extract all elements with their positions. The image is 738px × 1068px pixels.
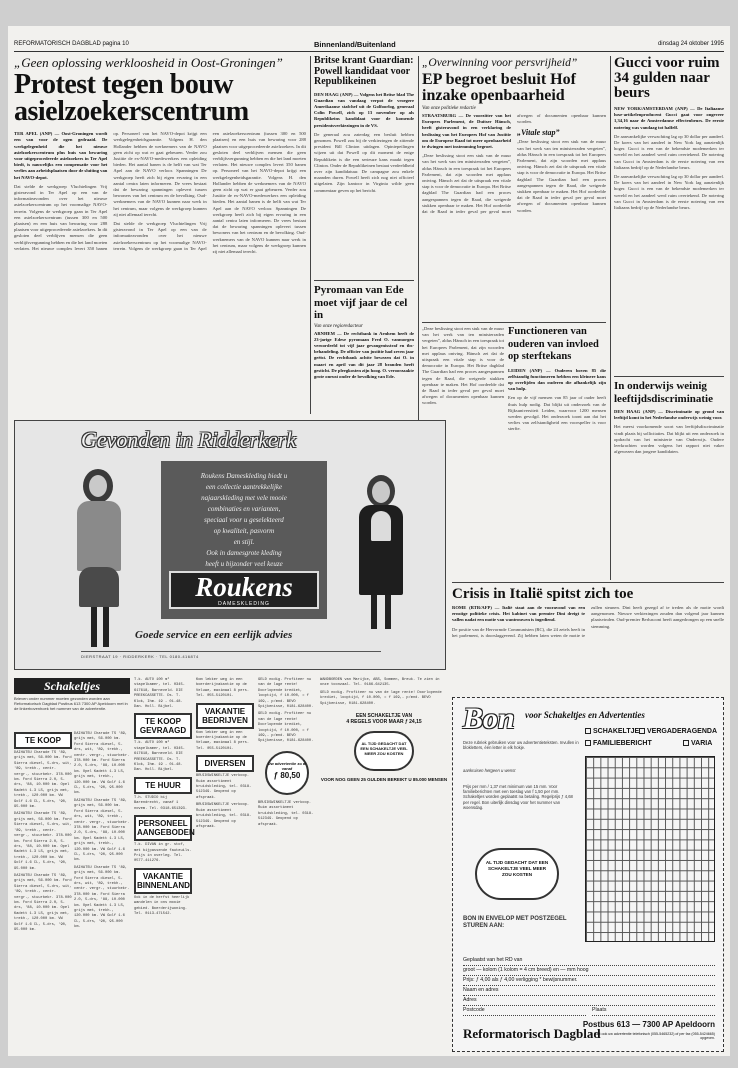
pyromaan-text: ARNHEM — De rechtbank in Arnhem heeft de 23-jarige Edese pyromaan Fred O. vanmorgen veroordeeld tot vijf jaar gevangenisstraf en tbs-behandeling. De officier van justitie had zeven jaar geëist. De rechtbank achtte bewezen dat O. in maart en april van dit jaar 28 branden heeft gesticht. De pleegkosten zijn hoog. O. veroorzaakte grote onrust onder de bevolking van Ede.	[314, 330, 414, 379]
classified-text: GELD nodig. Profiteer nu van de lage rente! Doorlopende krediet, looptijd, f 10.000, = f 169,- p/mnd. BEVO Spijkenisse, 0181-628400.	[258, 678, 314, 710]
coupon-note: aankruisen hetgeen u wenst	[463, 768, 516, 773]
checkbox-icon[interactable]	[639, 728, 645, 734]
ouderen-text: Een op de vijf mensen van 85 jaar of ouder heeft thuis hulp nodig. Dat blijkt uit onderzoek van de Rijksuniversiteit Leiden, waarvoor 1200 mensen werden gevolgd. Het onderzoek toont aan dat het verlies van zelfstandigheid een voorspeller is voor sterfte.	[508, 395, 606, 432]
coupon-instructions: Deze rubriek gebruiken voor uw advertentieteksten. Invullen in blokletters, één letter in elk hokje.	[463, 740, 579, 751]
coupon-text-grid[interactable]	[585, 756, 715, 942]
coupon-title: Bon	[463, 702, 515, 735]
lead-text: Dat stelde de werkgroep Vluchtelingen Vrij gisteravond in Ter Apel op een van de informatieavonden over het nieuwe asielzoekerscentrum op het voormalige NAVO-terrein. Volgens de werkgroep gaan in Ter Apel een asielzoekerscentrum (tussen 300 en 500 plaatsen) en een huis van bewaring voor 288 plaatsen voor uitgeprocedeerde asielzoekers. In dit gesloten deel verblijven mensen die geen verblijfsvergunning hebben en die het land moeten verlaten. Het nieuwe complex levert 350 banen op. Personeel van het NAVO-depot krijgt een werkgelegenheidsgarantie. Volgens H. den Hollander hebben de werknemers van de NAVO geen zicht op wat er gaat gebeuren. Verder zou Justitie de ex-NAVO-medewerkers een opleiding bieden. Het aantal banen is de helft van wat Ter Apel aan de NAVO verloor. Spanningen De werkgroep heeft zich bij eigen ervaring in een aantal centra laten informeren. De vrees bestaat dat de bewaring spanningen oplevert tussen bewoners van het centrum en de bevolking. Oud-werknemers van de NAVO kunnen naar werk in het centrum, maar volgens de werkgroep kunnen zij niet allemaal terecht.	[14, 131, 207, 251]
ad-copy-line: Ook in damesgrote kleding	[206, 549, 282, 557]
promo-line: EEN SCHAKELTJE VAN	[355, 713, 413, 720]
classified-heading: DIVERSEN	[196, 755, 254, 772]
field-name[interactable]: Naam en adres	[463, 986, 715, 996]
italie-headline: Crisis in Italië spitst zich toe	[452, 586, 634, 602]
classified-text: T.k. DIVAN in gr. stof, met bijpassende fauteuils. Prijs in overleg. Tel. 0577-411276.	[134, 843, 192, 864]
onderwijs-text: Het meest voorkomende soort van leeftijdsdiscriminatie vindt plaats bij sollicitaties. Dat blijkt uit een onderzoek in opdracht van het ministerie van Onderwijs. Oudere leerkrachten worden volgens het rapport niet vaker afgewezen dan jongere kandidaten.	[614, 424, 724, 455]
italie-body	[452, 605, 724, 691]
row-rule	[452, 582, 724, 583]
classified-text: DAIHATSU Charade TS '89, grijs met, 56.000 km. Ford Sierra diesel, 5-drs, wit, '89, trekh., centr. vergr., stuurbekr. 378.000 km. Ford Sierra 2.0, 5-drs, '88, 10.000 km. Opel Kadett 1.3 LS, grijs met, trekh., 120.000 km. VW Golf 1.6 CL, 5-drs, '90, 95.000 km.	[74, 732, 130, 796]
pyromaan-article	[314, 284, 414, 414]
classified-text: DAIHATSU Charade TS '89, grijs met, 56.000 km. Ford Sierra diesel, 5-drs, wit, '89, trekh., centr. vergr., stuurbekr. 378.000 km. Ford Sierra 2.0, 5-drs, '88, 10.000 km. Opel Kadett 1.3 LS, grijs met, trekh., 120.000 km. VW Golf 1.6 CL, 5-drs, '90, 95.000 km.	[74, 865, 130, 930]
field-placed-on[interactable]: Geplaatst van het RD van	[463, 956, 715, 966]
field-price[interactable]: Prijs: ƒ 4,00 als ƒ 4,00 verligging * bewijsnummer.	[463, 976, 715, 986]
classified-section	[14, 732, 72, 1052]
checkbox-icon[interactable]	[585, 728, 591, 734]
ad-copy-line: Roukens Dameskleding biedt u	[200, 472, 288, 480]
lead-article	[14, 56, 306, 414]
classified-text: BRUIDSWINKELTJE verkoop. Ruim assortiment bruidskleding, tel. 0318-512349. Geopend op afspraak.	[196, 774, 252, 800]
classified-heading: TE KOOP	[14, 732, 72, 749]
page-header	[14, 40, 724, 52]
ep-continued	[422, 326, 504, 416]
ad-headline: Gevonden in Ridderkerk	[81, 427, 297, 452]
ad-address: DIERSTRAAT 19 · RIDDERKERK · TEL 0180-416874	[81, 651, 381, 659]
classified-section	[134, 678, 195, 1052]
promo-stamp	[354, 731, 414, 771]
ouderen-headline: Functioneren van ouderen van invloed op sterftekans	[508, 326, 599, 362]
powell-lead: DEN HAAG (ANP) — Volgens het Britse blad The Guardian van vandaag verpot de vroegere Amerikaanse stafchef uit de Golfoorlog, generaal Colin Powell, zich op 13 november op als Republikeins kandidaat voor de komende presidentsverkiezingen in de VS.	[314, 91, 414, 128]
classified-text: T.h. STUDIO bij Barendrecht, vanaf 1 novem. Tel. 0318-651393.	[134, 795, 188, 811]
classified-section	[258, 678, 316, 1052]
classified-text: Kom lekker weg in een boerderijvakantie op de Veluwe, maximaal 8 pers. Tel. 055-5120101.	[196, 730, 250, 751]
classified-section	[320, 678, 448, 1052]
coupon-subtitle: voor Schakeltjes en Advertenties	[525, 710, 645, 720]
checkbox-label: SCHAKELTJE	[593, 728, 640, 735]
ep-article	[422, 56, 606, 318]
classified-text: GELD nodig. Profiteer nu van de lage rente! Doorlopende krediet, looptijd, f 10.000, = f 169,- p/mnd. BEVO Spijkenisse, 0181-628400.	[320, 690, 442, 706]
italie-text: De positie van de Hervormde Communisten (RC), die 24 zetels heeft in het parlement, is doorslaggevend. Zij hebben laten weten de motie te zullen steunen. Dini heeft gezegd af te treden als de motie wordt aangenomen. Nieuwe verkiezingen zouden dan volgend jaar kunnen plaatsvinden. Oud-premier Berlusconi heeft aangedrongen op een snelle stemming.	[452, 605, 724, 638]
classified-text: DAIHATSU Charade TS '89, grijs met, 56.000 km. Ford Sierra diesel, 5-drs, wit, '89, trekh., centr. vergr., stuurbekr. 378.000 km. Ford Sierra 2.0, 5-drs, '88, 10.000 km. Opel Kadett 1.3 LS, grijs met, trekh., 120.000 km. VW Golf 1.6 CL, 5-drs, '90, 95.000 km.	[14, 812, 72, 871]
classified-text: Ook in de herfst heerlijk wandelen in ons mooie gebied. Boerderijwoning. Tel. 0113-471542.	[134, 895, 190, 916]
price-stamp	[265, 751, 309, 795]
powell-article	[314, 56, 414, 276]
field-address[interactable]: Adres	[463, 996, 715, 1006]
model-left-image	[55, 461, 145, 651]
ad-copy-line: najaarskleding met vele mooie	[201, 494, 287, 502]
field-place[interactable]: Plaats	[592, 1006, 715, 1016]
ep-headline: EP begroet besluit Hof inzake openbaarheid	[422, 71, 576, 104]
checkbox-icon[interactable]	[585, 740, 591, 746]
ep-kicker: „Overwinning voor persvrijheid”	[422, 57, 578, 69]
lead-body	[14, 131, 306, 381]
onderwijs-headline: In onderwijs weinig leeftijdsdiscriminatie	[614, 380, 713, 405]
classifieds-banner: Schakeltjes	[14, 678, 130, 694]
row-rule	[314, 280, 414, 281]
ep-text-col3: „Deze beslissing stoot een stuk van de muur van het werk van ten ministerraden vergeten”, aldus Hänsch in een toespraak tot het Europees Parlement, dat zijn woorden met applaus ontving. Hänsch zei dat de uitspraak een vitale stap is voor de democratie in Europa. Het Britse dagblad The Guardian had een proces aangespannen tegen de Raad, die weigerde stukken openbaar te maken. Het Hof oordeelde dat de Raad in ieder geval per geval moet afwegen of documenten openbaar kunnen worden.	[422, 326, 504, 406]
classified-text: BRUIDSWINKELTJE verkoop. Ruim assortiment bruidskleding, tel. 0318-512349. Geopend op afspraak.	[258, 800, 314, 827]
classified-text: Kom lekker weg in een boerderijvakantie op de Veluwe, maximaal 8 pers. Tel. 055-5120101.	[196, 678, 250, 699]
checkbox-vergaderagenda[interactable]	[639, 728, 717, 735]
classified-heading: TE KOOP GEVRAAGD	[134, 713, 192, 739]
promo-stamp-text: AL TIJD GEDACHT DAT EEN SCHAKELTJE VEEL MEER ZOU KOSTEN	[360, 741, 408, 757]
ad-copy-line: op kwaliteit, pasvorm	[213, 527, 275, 535]
footer-paper-name: Reformatorisch Dagblad	[463, 1026, 601, 1041]
powell-headline: Britse krant Guardian: Powell kandidaat voor Republikeinen	[314, 56, 414, 87]
coupon-envelope-instruction: BON IN ENVELOP MET POSTZEGEL STUREN AAN:	[463, 916, 567, 929]
ad-copy	[161, 471, 327, 570]
header-section: Binnenland/Buitenland	[314, 40, 396, 49]
classified-section	[74, 732, 130, 1052]
classified-text: T.k. AUTO 100 m² stapelkamer, tel. 0345-617618, Barneveld. DIE PREEKCASSETTE. Ds. T. Klok, Ihm. 19 - 01-48. Dan. Holl. Bijbel.	[134, 678, 185, 710]
column-rule	[310, 56, 311, 414]
ep-body	[422, 113, 606, 313]
gucci-lead: NEW YORK/AMSTERDAM (ANP) — De Italiaanse luxe-artikelenproducent Gucci gaat voor ongeveer 1,34,16 naar de Amsterdamse effectenbeurs. De eerste notering was vandaag tot halfelf.	[614, 106, 724, 130]
lead-headline: Protest tegen bouw asielzoekerscentrum	[14, 69, 249, 127]
price-stamp-text: Uw advertentie zo al vanaf	[267, 760, 307, 771]
checkbox-label: FAMILIEBERICHT	[593, 740, 652, 747]
header-date: dinsdag 24 oktober 1995	[657, 41, 724, 47]
classified-text: DAIHATSU Charade TS '89, grijs met, 56.000 km. Ford Sierra diesel, 5-drs, wit, '89, trekh., centr. vergr., stuurbekr. 378.000 km. Ford Sierra 2.0, 5-drs, '88, 10.000 km. Opel Kadett 1.3 LS, grijs met, trekh., 120.000 km. VW Golf 1.6 CL, 5-drs, '90, 95.000 km.	[14, 873, 72, 932]
ad-copy-line: combinaties en varianten,	[207, 505, 281, 513]
gucci-text: De aanvankelijke verwachting lag op 30 dollar per aandeel. De koers van het aandeel in New York lag aanzienlijk hoger. Gucci is een van de bekendste modemerken ter wereld en het aandeel werd ruim overtekend. De notering van Gucci in Amsterdam is de eerste notering van een Italiaans bedrijf op de Nederlandse beurs.	[614, 133, 724, 170]
classified-text: DAIHATSU Charade TS '89, grijs met, 56.000 km. Ford Sierra diesel, 5-drs, wit, '89, trekh., centr. vergr., stuurbekr. 378.000 km. Ford Sierra 2.0, 5-drs, '88, 10.000 km. Opel Kadett 1.3 LS, grijs met, trekh., 120.000 km. VW Golf 1.6 CL, 5-drs, '90, 95.000 km.	[14, 751, 72, 810]
roukens-advertisement[interactable]	[14, 420, 446, 670]
promo-reach: VOOR NOG GEEN 25 GULDEN BEREIKT U 85.000 MENSEN	[320, 777, 448, 783]
roukens-logo	[169, 571, 319, 609]
pyromaan-byline: Van onze regioredacteur	[314, 323, 363, 329]
logo-subtitle: DAMESKLEDING	[218, 601, 270, 607]
ep-text: „Deze beslissing stoot een stuk van de muur van het werk van ten ministerraden vergeten”, aldus Hänsch in een toespraak tot het Europees Parlement, dat zijn woorden met applaus ontving. Hänsch zei dat de uitspraak een vitale stap is voor de democratie in Europa. Het Britse dagblad The Guardian had een proces aangespannen tegen de Raad, die weigerde stukken openbaar te maken. Het Hof oordeelde dat de Raad in ieder geval per geval moet afwegen of documenten openbaar kunnen worden.	[422, 113, 606, 215]
checkbox-schakeltje[interactable]	[585, 728, 639, 735]
classified-heading: PERSONEEL AANGEBODEN	[134, 815, 192, 841]
ad-slogan: Goede service en een eerlijk advies	[135, 629, 293, 641]
classifieds-intro: Brieven onder nummer moeten gezonden worden aan Reformatorisch Dagblad Postbus 613 7300 AP Apeldoorn met in de linkerbovenhoek het nummer van de advertentie.	[14, 696, 128, 712]
classified-text: T.k. AUTO 100 m² stapelkamer, tel. 0345-617618, Barneveld. DIE PREEKCASSETTE. Ds. T. Klok, Ihm. 19 - 01-48. Dan. Holl. Bijbel.	[134, 741, 185, 773]
checkbox-label: VARIA	[691, 740, 713, 747]
ad-copy-panel	[161, 461, 327, 619]
powell-text: De generaal zou zaterdag een besluit hebben genomen. Powell zou bij de verkiezingen de zittende president Bill Clinton uitdagen. Opiniepeilingen wijzen uit dat Powell op dit moment de enige Republikein is die een serieuze kans maakt tegen Clinton. Onder de Republikeinen bestaat verdeeldheid over zijn kandidatuur. De campagne zou enkele maanden duren. Powell heeft zich nog niet officieel uitgelaten. Zijn kantoor in Virginia wilde geen commentaar geven op het bericht.	[314, 131, 414, 193]
lead-text-cont: Dat stelde de werkgroep Vluchtelingen Vrij gisteravond in Ter Apel op een van de informatieavonden over het nieuwe asielzoekerscentrum op het voormalige NAVO-terrein. Volgens de werkgroep gaan in Ter Apel een asielzoekerscentrum (tussen 300 en 500 plaatsen) en een huis van bewaring voor 288 plaatsen voor uitgeprocedeerde asielzoekers. In dit gesloten deel verblijven mensen die geen verblijfsvergunning hebben en die het land moeten verlaten. Het nieuwe complex levert 350 banen op. Personeel van het NAVO-depot krijgt een werkgelegenheidsgarantie. Volgens H. den Hollander hebben de werknemers van de NAVO geen zicht op wat er gaat gebeuren. Verder zou Justitie de ex-NAVO-medewerkers een opleiding bieden. Het aantal banen is de helft van wat Ter Apel aan de NAVO verloor. Spanningen De werkgroep heeft zich bij eigen ervaring in een aantal centra laten informeren. De vrees bestaat dat de bewaring spanningen oplevert tussen bewoners van het centrum en de bevolking. Oud-werknemers van de NAVO kunnen naar werk in het centrum, maar volgens de werkgroep kunnen zij niet allemaal terecht.	[113, 131, 306, 255]
price-stamp-value: ƒ 80,50	[273, 770, 301, 780]
checkbox-familiebericht[interactable]	[585, 740, 652, 747]
model-right-image	[341, 471, 421, 631]
ep-intertitle: „Vitale stap”	[517, 128, 560, 138]
footer-small: U kunt ook uw advertentie telefonisch (055-5465232) of per fax (055-5424665) opgeven.	[590, 1032, 715, 1041]
ad-copy-line: en stijl.	[233, 538, 255, 546]
row-rule	[422, 322, 606, 323]
gucci-headline: Gucci voor ruim 34 gulden naar beurs	[614, 56, 720, 101]
coupon-stamp: AL TIJD GEDACHT DAT EEN SCHAKELTJE VEEL MEER ZOU KOSTEN	[475, 848, 559, 900]
pyromaan-headline: Pyromaan van Ede moet vijf jaar de cel in	[314, 284, 408, 321]
advertisement-order-coupon[interactable]	[452, 697, 724, 1052]
checkbox-icon[interactable]	[683, 740, 689, 746]
classified-heading: VAKANTIE BINNENLAND	[134, 868, 192, 894]
logo-name: Roukens	[195, 572, 293, 602]
checkbox-label: VERGADERAGENDA	[647, 728, 718, 735]
ouderen-article	[508, 326, 606, 588]
footer-address: Postbus 613 — 7300 AP Apeldoorn	[582, 1020, 715, 1029]
classified-text: WANDBORDEN van Marijke, ABS, Sommen, Breuk. Te zien in onze toonzaal. Tel. 0186-642135.	[320, 678, 440, 688]
coupon-footer	[463, 1018, 715, 1046]
ad-copy-line: speciaal voor u geselekteerd	[204, 516, 284, 524]
ad-copy-line: heeft u bijzonder veel keuze	[205, 560, 283, 568]
ep-byline: Van onze politieke redactie	[422, 106, 476, 111]
column-rule	[610, 56, 611, 580]
newspaper-page	[8, 26, 730, 1056]
classified-section	[196, 678, 254, 1052]
coupon-prices: Prijs per mm / 1,37 met minimum van 15 mm. Voor familieberichten met een toeslag van f 1,50 per mm. Schakeltjes worden geplaatst na betaling. Regelprijs ƒ 4,68 per regel. Bon uiterlijk dinsdag voor het nummer van woensdag.	[463, 784, 573, 810]
checkbox-varia[interactable]	[683, 740, 712, 747]
header-paper-name: REFORMATORISCH DAGBLAD pagina 10	[14, 41, 129, 47]
classified-text: GELD nodig. Profiteer nu van de lage rente! Doorlopende krediet, looptijd, f 10.000, = f 169,- p/mnd. BEVO Spijkenisse, 0181-628400.	[258, 712, 314, 744]
row-rule	[614, 376, 724, 377]
lead-intro: TER APEL (ANP) — Oost-Groningen wordt een van voor de ogen gedraaid. De werkgelegenheid die het nieuwe asielzoekerscentrum plus huis van bewaring voor uitgeprocedeerde asielzoekers in Ter Apel biedt, is nauwelijks een compensatie voor het verlies aan arbeidsplaatsen door de sluiting van het NAVO-depot.	[14, 131, 108, 180]
classified-text: BRUIDSWINKELTJE verkoop. Ruim assortiment bruidskleding, tel. 0318-512349. Geopend op afspraak.	[196, 803, 252, 829]
italie-article	[452, 586, 724, 692]
onderwijs-lead: DEN HAAG (ANP) — Discriminatie op grond van leeftijd komt in het Nederlandse onderwijs weinig voor.	[614, 409, 724, 421]
coupon-form	[463, 956, 715, 1016]
classified-text: DAIHATSU Charade TS '89, grijs met, 56.000 km. Ford Sierra diesel, 5-drs, wit, '89, trekh., centr. vergr., stuurbekr. 378.000 km. Ford Sierra 2.0, 5-drs, '88, 10.000 km. Opel Kadett 1.3 LS, grijs met, trekh., 120.000 km. VW Golf 1.6 CL, 5-drs, '90, 95.000 km.	[74, 798, 130, 863]
ep-text-cont: „Deze beslissing stoot een stuk van de muur van het werk van ten ministerraden vergeten”, aldus Hänsch in een toespraak tot het Europees Parlement, dat zijn woorden met applaus ontving. Hänsch zei dat de uitspraak een vitale stap is voor de democratie in Europa. Het Britse dagblad The Guardian had een proces aangespannen tegen de Raad, die weigerde stukken openbaar te maken. Het Hof oordeelde dat de Raad in ieder geval per geval moet afwegen of documenten openbaar kunnen worden.	[517, 139, 606, 213]
promo-line: 4 REGELS VOOR MAAR ƒ 24,15	[346, 719, 422, 726]
onderwijs-article	[614, 380, 724, 578]
field-postal[interactable]: Postcode	[463, 1006, 586, 1016]
ad-copy-line: een collectie aantrekkelijke	[205, 483, 283, 491]
gucci-article	[614, 56, 724, 372]
lead-kicker: „Geen oplossing werkloosheid in Oost-Groningen”	[14, 56, 283, 70]
field-size[interactable]: groot — kolom (1 kolom = 4 cm breed) en — mm hoog	[463, 966, 715, 976]
italie-lead: ROME (RTR/AFP) — Italië staat aan de vooravond van een ernstige politieke crisis. Het kabinet van premier Dini dreigt te vallen nadat een motie van wantrouwen is ingediend.	[452, 605, 585, 623]
classified-heading: TE HUUR	[134, 777, 192, 794]
gucci-text-cont: De aanvankelijke verwachting lag op 30 dollar per aandeel. De koers van het aandeel in New York lag aanzienlijk hoger. Gucci is een van de bekendste modemerken ter wereld en het aandeel werd ruim overtekend. De notering van Gucci in Amsterdam is de eerste notering van een Italiaans bedrijf op de Nederlandse beurs.	[614, 174, 724, 211]
classified-heading: VAKANTIE BEDRIJVEN	[196, 703, 254, 729]
ouderen-lead: LEIDEN (ANP) — Ouderen boven 85 die zelfstandig functioneren hebben een kleinere kans op overlijden dan ouderen die afhankelijk zijn van hulp.	[508, 367, 606, 392]
ep-lead: STRAATSBURG — De voorzitter van het Europees Parlement, de Duitser Hänsch, heeft gisteravond in een verklaring de beslissing van het Europees Hof van Justitie om de Europese Raad tot meer openbaarheid te dwingen met instemming begroet.	[422, 113, 511, 150]
schakeltje-promo	[320, 713, 448, 725]
